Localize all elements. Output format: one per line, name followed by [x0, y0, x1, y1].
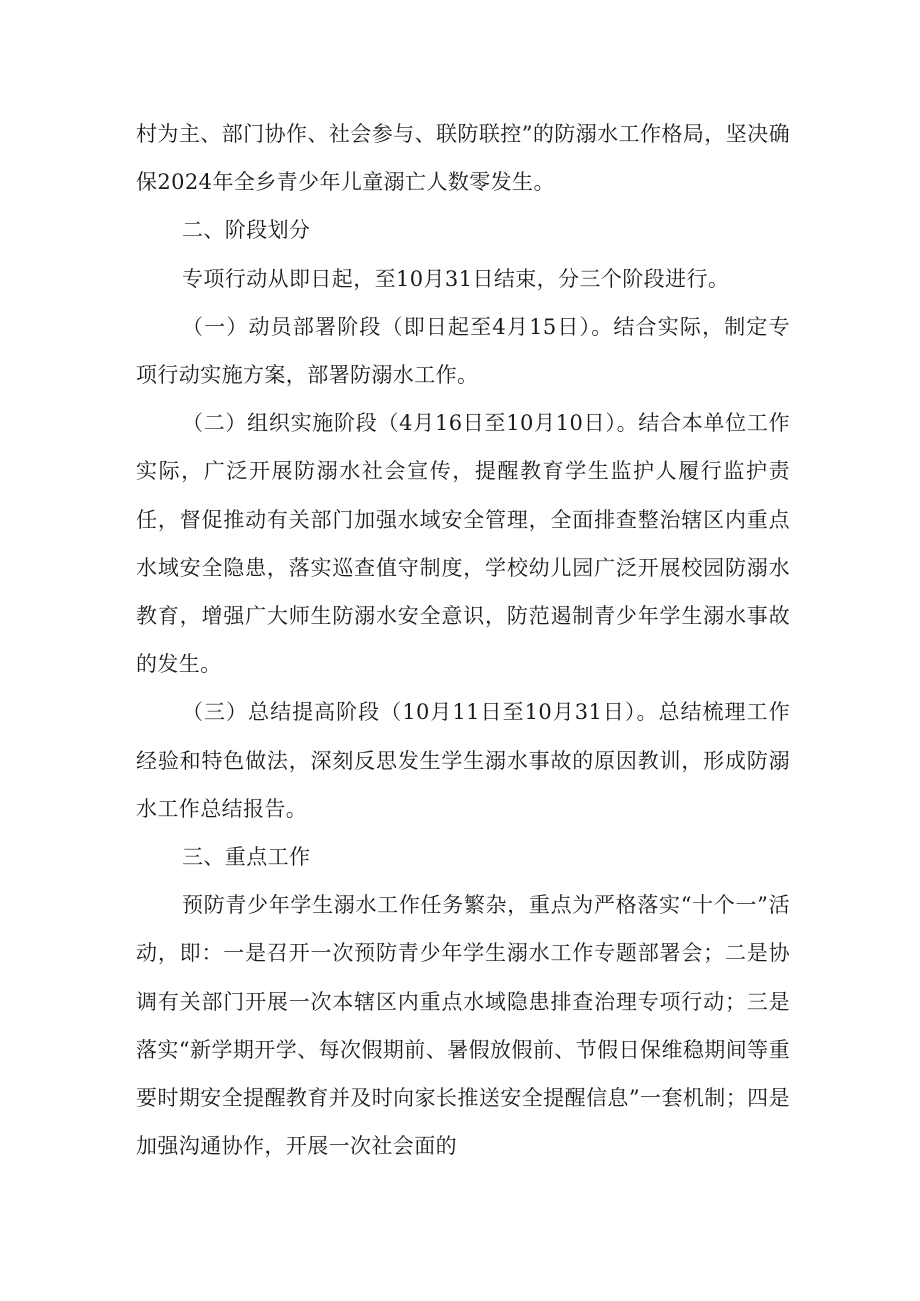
document-body — [136, 110, 790, 1170]
paragraph-intro-continuation: 村为主、部门协作、社会参与、联防联控”的防溺水工作格局，坚决确保2024年全乡青少年儿童溺亡人数零发生。 — [136, 122, 790, 195]
section-heading-stage-division: 二、阶段划分 — [182, 218, 311, 243]
section-heading-key-work: 三、重点工作 — [182, 845, 311, 870]
paragraph-phase-implementation: （二）组织实施阶段（4月16日至10月10日）。结合本单位工作实际，广泛开展防溺水社会宣传，提醒教育学生监护人履行监护责任，督促推动有关部门加强水域安全管理，全面排查整治辖区内重点水域安全隐患，落实巡查值守制度，学校幼儿园广泛开展校园防溺水教育，增强广大师生防溺水安全意识，防范遏制青少年学生溺水事故的发生。 — [136, 411, 790, 677]
paragraph-phase-mobilization: （一）动员部署阶段（即日起至4月15日）。结合实际，制定专项行动实施方案，部署防溺水工作。 — [136, 314, 790, 388]
paragraph-phase-summary: （三）总结提高阶段（10月11日至10月31日）。总结梳理工作经验和特色做法，深刻反思发生学生溺水事故的原因教训，形成防溺水工作总结报告。 — [136, 700, 790, 821]
paragraph-key-work-body: 预防青少年学生溺水工作任务繁杂，重点为严格落实“十个一”活动，即：一是召开一次预防青少年学生溺水工作专题部署会；二是协调有关部门开展一次本辖区内重点水域隐患排查治理专项行动；三是落实“新学期开学、每次假期前、暑假放假前、节假日保维稳期间等重要时期安全提醒教育并及时向家长推送安全提醒信息”一套机制；四是加强沟通协作，开展一次社会面的 — [136, 893, 790, 1159]
paragraph-stage-intro: 专项行动从即日起，至10月31日结束，分三个阶段进行。 — [182, 266, 730, 291]
